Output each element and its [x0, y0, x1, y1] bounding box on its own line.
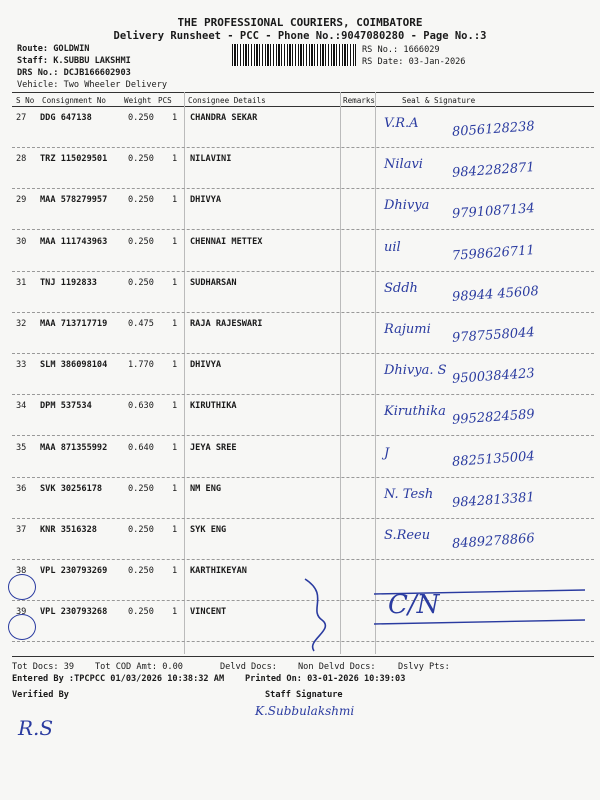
col-weight: Weight [124, 96, 152, 105]
cell-consignment: VPL 230793269 [40, 566, 108, 577]
cell-consignee: CHENNAI METTEX [190, 236, 263, 247]
handwritten-phone: 9787558044 [451, 325, 536, 346]
handwritten-phone: 9791087134 [451, 201, 536, 223]
handwritten-phone: 8056128238 [451, 119, 536, 140]
cell-weight: 0.250 [128, 277, 154, 288]
table-row [12, 271, 594, 313]
table-row [12, 394, 594, 436]
printed-on: Printed On: 03-01-2026 10:39:03 [245, 674, 406, 684]
cell-weight: 0.250 [128, 113, 154, 123]
non-delivered-docs: Non Delvd Docs: [298, 662, 376, 672]
cell-weight: 0.475 [128, 319, 154, 329]
cell-sno: 27 [16, 113, 27, 123]
handwritten-phone: 9500384423 [451, 366, 536, 388]
cell-sno: 34 [16, 401, 27, 412]
handwritten-phone: 8489278866 [451, 531, 536, 552]
table-row [12, 106, 594, 148]
cell-pcs: 1 [172, 236, 178, 247]
verified-signature: R.S [18, 716, 54, 740]
cell-consignment: MAA 871355992 [40, 442, 108, 453]
circle-mark-38 [8, 574, 36, 600]
document-title: THE PROFESSIONAL COURIERS, COIMBATORE [177, 16, 423, 29]
handwritten-signature: Sddh [384, 280, 418, 296]
cell-sno: 39 [16, 607, 27, 618]
handwritten-phone: 9952824589 [451, 407, 536, 429]
rs-date: RS Date: 03-Jan-2026 [362, 57, 466, 67]
col-pcs: PCS [158, 96, 172, 105]
vehicle-label: Vehicle: Two Wheeler Delivery [17, 80, 168, 90]
handwritten-signature: Rajumi [384, 322, 431, 337]
cell-consignee: JEYA SREE [190, 442, 237, 453]
cell-consignment: MAA 111743963 [40, 236, 108, 247]
table-row [12, 353, 594, 395]
handwritten-phone: 9842813381 [451, 489, 536, 511]
cell-consignment: DDG 647138 [40, 113, 92, 123]
table-row [12, 436, 594, 478]
delivery-points: Dslvy Pts: [398, 662, 450, 672]
cell-pcs: 1 [172, 195, 178, 206]
cell-consignee: SYK ENG [190, 525, 227, 535]
cell-pcs: 1 [172, 360, 178, 371]
cell-consignee: VINCENT [190, 607, 227, 618]
delivered-docs: Delvd Docs: [220, 662, 277, 672]
handwritten-signature: Dhivya [384, 198, 430, 214]
cell-pcs: 1 [172, 607, 178, 618]
cell-sno: 38 [16, 566, 27, 577]
cell-pcs: 1 [172, 319, 178, 329]
table-row [12, 188, 594, 230]
cell-sno: 32 [16, 319, 27, 329]
entered-by: Entered By :TPCPCC 01/03/2026 10:38:32 AM [12, 674, 225, 684]
table-row [12, 230, 594, 272]
cell-consignment: MAA 713717719 [40, 319, 108, 329]
cell-sno: 35 [16, 442, 27, 453]
cell-consignee: RAJA RAJESWARI [190, 319, 263, 329]
table-row [12, 477, 594, 519]
cell-consignee: DHIVYA [190, 360, 222, 371]
handwritten-signature: V.R.A [384, 116, 419, 131]
handwritten-signature: uil [384, 239, 401, 255]
cn-mark: C/N [388, 590, 440, 620]
handwritten-phone: 8825135004 [451, 448, 536, 470]
cell-weight: 0.250 [128, 195, 154, 206]
handwritten-signature: Kiruthika [384, 404, 446, 420]
handwritten-signature: Nilavi [384, 157, 423, 173]
cell-weight: 0.250 [128, 566, 154, 577]
footer-rule [12, 656, 594, 657]
handwritten-signature: S.Reeu [384, 528, 431, 543]
cell-weight: 0.250 [128, 236, 154, 247]
staff-label: Staff: K.SUBBU LAKSHMI [17, 56, 131, 66]
cell-weight: 1.770 [128, 360, 154, 371]
staff-signature: K.Subbulakshmi [255, 704, 355, 718]
table-row [12, 312, 594, 354]
total-docs: Tot Docs: 39 [12, 662, 75, 672]
cell-sno: 33 [16, 360, 27, 371]
cell-pcs: 1 [172, 113, 178, 123]
cell-weight: 0.250 [128, 607, 154, 618]
document-subtitle: Delivery Runsheet - PCC - Phone No.:9047080280 - Page No.:3 [113, 30, 487, 42]
cell-consignment: VPL 230793268 [40, 607, 108, 618]
cell-consignment: SVK 30256178 [40, 483, 103, 494]
cell-pcs: 1 [172, 401, 178, 412]
drs-label: DRS No.: DCJB166602903 [17, 68, 131, 78]
bracket-mark [300, 575, 340, 655]
cell-pcs: 1 [172, 277, 178, 288]
cell-sno: 36 [16, 483, 27, 494]
cell-weight: 0.250 [128, 154, 154, 165]
cell-consignee: NM ENG [190, 483, 222, 494]
col-consignment: Consignment No [42, 96, 107, 105]
cell-consignee: KARTHIKEYAN [190, 566, 247, 577]
route-label: Route: GOLDWIN [17, 44, 90, 54]
handwritten-phone: 9842282871 [451, 160, 536, 182]
cell-consignee: KIRUTHIKA [190, 401, 237, 412]
rs-number: RS No.: 1666029 [362, 45, 440, 55]
col-seal-signature: Seal & Signature [402, 96, 476, 105]
barcode [232, 44, 356, 66]
cell-sno: 30 [16, 236, 27, 247]
cell-weight: 0.250 [128, 483, 154, 494]
table-row [12, 147, 594, 189]
verified-by-label: Verified By [12, 690, 69, 700]
handwritten-signature: J [384, 445, 390, 461]
cell-consignment: DPM 537534 [40, 401, 92, 412]
cell-consignment: TNJ 1192833 [40, 277, 97, 288]
cell-weight: 0.250 [128, 525, 154, 535]
cell-pcs: 1 [172, 154, 178, 165]
cell-pcs: 1 [172, 566, 178, 577]
staff-signature-label: Staff Signature [265, 690, 343, 700]
header-top-rule [12, 92, 594, 93]
cell-weight: 0.630 [128, 401, 154, 412]
handwritten-phone: 98944 45608 [451, 283, 540, 305]
handwritten-signature: Dhivya. S [384, 363, 447, 379]
cell-pcs: 1 [172, 525, 178, 535]
cell-pcs: 1 [172, 442, 178, 453]
col-sno: S No [16, 96, 35, 105]
total-cod: Tot COD Amt: 0.00 [95, 662, 183, 672]
cell-sno: 31 [16, 277, 27, 288]
cell-sno: 29 [16, 195, 27, 206]
cell-consignee: DHIVYA [190, 195, 222, 206]
cell-consignment: TRZ 115029501 [40, 154, 108, 165]
cell-consignment: MAA 578279957 [40, 195, 108, 206]
col-consignee: Consignee Details [188, 96, 266, 105]
table-row [12, 518, 594, 560]
col-remarks: Remarks [343, 96, 376, 105]
cell-consignee: NILAVINI [190, 154, 232, 165]
cell-consignee: SUDHARSAN [190, 277, 237, 288]
cell-sno: 37 [16, 525, 27, 535]
cell-weight: 0.640 [128, 442, 154, 453]
cell-sno: 28 [16, 154, 27, 165]
handwritten-signature: N. Tesh [384, 486, 434, 502]
circle-mark-39 [8, 614, 36, 640]
cell-consignment: SLM 386098104 [40, 360, 108, 371]
cell-pcs: 1 [172, 483, 178, 494]
cell-consignment: KNR 3516328 [40, 525, 97, 535]
cell-consignee: CHANDRA SEKAR [190, 113, 258, 123]
handwritten-phone: 7598626711 [451, 242, 536, 264]
